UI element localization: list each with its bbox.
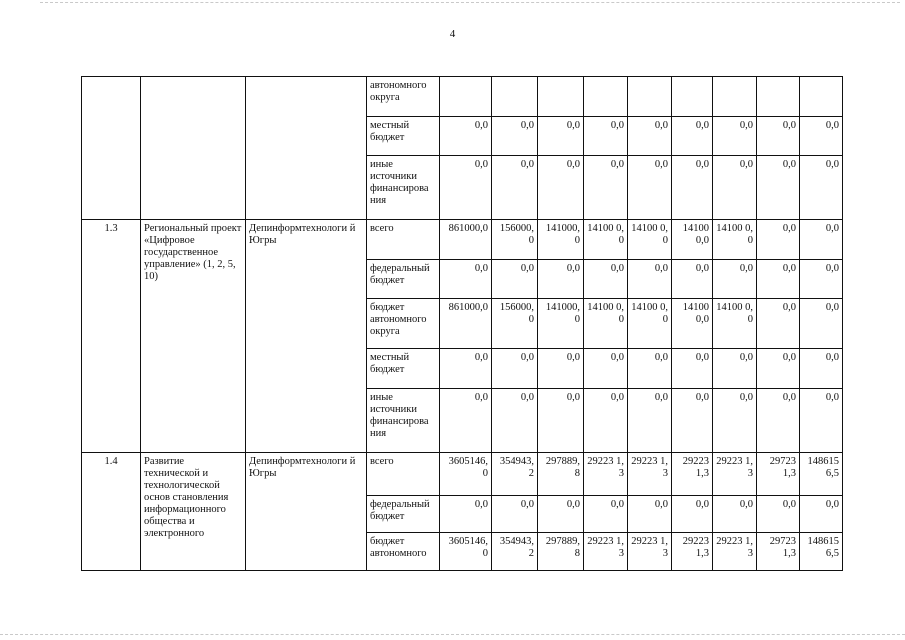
amount-value: 297889, 8: [545, 536, 580, 559]
amount-cell: [628, 389, 672, 453]
amount-value: 0,0: [782, 499, 796, 510]
amount-value: 148615 6,5: [807, 536, 839, 559]
amount-value: 0,0: [782, 223, 796, 234]
amount-value: 141000, 0: [545, 223, 580, 246]
amount-cell: [713, 453, 757, 496]
amount-value: 0,0: [474, 263, 488, 274]
amount-cell: [713, 260, 757, 299]
amount-cell: [713, 77, 757, 117]
amount-cell: [757, 299, 800, 349]
amount-cell: [584, 496, 628, 533]
amount-value: 14100 0,0: [682, 223, 709, 246]
amount-value: 0,0: [654, 159, 668, 170]
amount-value: 0,0: [739, 352, 753, 363]
amount-cell: [672, 299, 713, 349]
amount-cell: [440, 496, 492, 533]
amount-cell: [492, 389, 538, 453]
amount-value: 0,0: [654, 352, 668, 363]
table-row: [82, 220, 843, 260]
amount-value: 0,0: [739, 392, 753, 403]
amount-cell: [628, 77, 672, 117]
amount-cell: [800, 349, 843, 389]
amount-value: 3605146, 0: [448, 456, 488, 479]
amount-value: 29223 1,3: [631, 456, 668, 479]
amount-value: 0,0: [520, 263, 534, 274]
amount-value: 0,0: [610, 392, 624, 403]
amount-value: 0,0: [566, 120, 580, 131]
amount-cell: [713, 117, 757, 156]
amount-cell: [672, 117, 713, 156]
amount-value: 3605146, 0: [448, 536, 488, 559]
amount-value: 0,0: [825, 159, 839, 170]
amount-cell: [440, 533, 492, 571]
amount-cell: [440, 389, 492, 453]
amount-value: 29223 1,3: [716, 536, 753, 559]
table-row: [82, 77, 843, 117]
scan-edge-bottom: [0, 634, 905, 635]
amount-value: 0,0: [654, 499, 668, 510]
amount-value: 354943, 2: [499, 536, 534, 559]
amount-cell: [672, 220, 713, 260]
funding-source-label: местный бюджет: [367, 117, 440, 156]
amount-cell: [628, 156, 672, 220]
amount-value: 0,0: [654, 120, 668, 131]
amount-value: 0,0: [566, 392, 580, 403]
funding-source-label: бюджет автономного: [367, 533, 440, 571]
funding-source-label: местный бюджет: [367, 349, 440, 389]
amount-cell: [492, 496, 538, 533]
item-name: Региональный проект «Цифровое государственное управление» (1, 2, 5, 10): [141, 220, 246, 453]
funding-source-label: иные источники финансирова ния: [367, 156, 440, 220]
amount-value: 29223 1,3: [587, 456, 624, 479]
amount-value: 29723 1,3: [769, 536, 796, 559]
amount-value: 29223 1,3: [587, 536, 624, 559]
amount-cell: [628, 533, 672, 571]
amount-value: 354943, 2: [499, 456, 534, 479]
table-body: [82, 77, 843, 571]
amount-cell: [492, 156, 538, 220]
amount-cell: [492, 349, 538, 389]
amount-value: 0,0: [825, 302, 839, 313]
amount-cell: [672, 453, 713, 496]
amount-cell: [800, 533, 843, 571]
amount-cell: [584, 389, 628, 453]
amount-cell: [492, 117, 538, 156]
amount-value: 0,0: [782, 263, 796, 274]
funding-source-label: бюджет автономного округа: [367, 299, 440, 349]
amount-cell: [757, 220, 800, 260]
amount-value: 14100 0,0: [682, 302, 709, 325]
amount-cell: [440, 156, 492, 220]
amount-cell: [628, 496, 672, 533]
amount-cell: [538, 389, 584, 453]
amount-cell: [800, 389, 843, 453]
funding-source-label: всего: [367, 220, 440, 260]
amount-value: 0,0: [739, 263, 753, 274]
amount-cell: [672, 156, 713, 220]
funding-source-label: федеральный бюджет: [367, 496, 440, 533]
amount-cell: [757, 349, 800, 389]
amount-value: 0,0: [520, 499, 534, 510]
amount-value: 0,0: [695, 352, 709, 363]
amount-cell: [538, 299, 584, 349]
amount-cell: [800, 260, 843, 299]
amount-cell: [672, 77, 713, 117]
amount-cell: [672, 260, 713, 299]
amount-cell: [800, 156, 843, 220]
amount-value: 0,0: [825, 499, 839, 510]
amount-cell: [757, 260, 800, 299]
amount-value: 14100 0,0: [587, 302, 624, 325]
amount-cell: [713, 299, 757, 349]
amount-cell: [538, 533, 584, 571]
amount-value: 0,0: [520, 159, 534, 170]
budget-table: [81, 76, 843, 571]
amount-value: 0,0: [739, 499, 753, 510]
amount-cell: [584, 299, 628, 349]
amount-value: 0,0: [566, 263, 580, 274]
amount-cell: [538, 496, 584, 533]
item-index: [82, 77, 141, 220]
amount-cell: [492, 453, 538, 496]
amount-cell: [538, 77, 584, 117]
amount-value: 0,0: [520, 392, 534, 403]
amount-cell: [538, 453, 584, 496]
amount-value: 29723 1,3: [769, 456, 796, 479]
amount-cell: [538, 349, 584, 389]
amount-cell: [628, 349, 672, 389]
amount-cell: [628, 117, 672, 156]
amount-cell: [713, 349, 757, 389]
amount-cell: [757, 77, 800, 117]
amount-value: 0,0: [695, 499, 709, 510]
amount-cell: [713, 496, 757, 533]
amount-cell: [800, 496, 843, 533]
scan-edge-top: [40, 2, 900, 3]
amount-cell: [757, 533, 800, 571]
amount-value: 14100 0,0: [631, 302, 668, 325]
amount-value: 0,0: [610, 159, 624, 170]
funding-source-label: иные источники финансирова ния: [367, 389, 440, 453]
amount-value: 0,0: [695, 120, 709, 131]
amount-cell: [800, 453, 843, 496]
amount-cell: [440, 77, 492, 117]
amount-value: 0,0: [474, 392, 488, 403]
amount-value: 0,0: [825, 263, 839, 274]
amount-cell: [492, 77, 538, 117]
amount-cell: [713, 533, 757, 571]
amount-cell: [440, 260, 492, 299]
amount-value: 0,0: [654, 392, 668, 403]
amount-value: 0,0: [782, 392, 796, 403]
amount-cell: [584, 220, 628, 260]
amount-cell: [538, 260, 584, 299]
amount-value: 0,0: [474, 159, 488, 170]
amount-cell: [584, 260, 628, 299]
amount-value: 0,0: [610, 120, 624, 131]
amount-value: 0,0: [695, 392, 709, 403]
amount-cell: [492, 260, 538, 299]
funding-source-label: федеральный бюджет: [367, 260, 440, 299]
item-name: Развитие технической и технологической основ становления информационного общества и электронного: [141, 453, 246, 571]
amount-cell: [584, 117, 628, 156]
amount-value: 0,0: [610, 263, 624, 274]
item-name: [141, 77, 246, 220]
amount-cell: [713, 220, 757, 260]
amount-cell: [672, 533, 713, 571]
amount-cell: [672, 349, 713, 389]
amount-value: 0,0: [610, 352, 624, 363]
amount-value: 0,0: [566, 159, 580, 170]
amount-cell: [800, 117, 843, 156]
amount-cell: [538, 156, 584, 220]
amount-value: 0,0: [782, 352, 796, 363]
amount-cell: [800, 77, 843, 117]
amount-cell: [757, 453, 800, 496]
amount-value: 0,0: [782, 302, 796, 313]
amount-value: 0,0: [474, 499, 488, 510]
amount-value: 0,0: [566, 352, 580, 363]
amount-cell: [538, 220, 584, 260]
amount-value: 29223 1,3: [682, 536, 709, 559]
amount-value: 0,0: [474, 352, 488, 363]
amount-value: 0,0: [739, 120, 753, 131]
amount-value: 0,0: [825, 223, 839, 234]
item-index: 1.4: [82, 453, 141, 571]
amount-cell: [713, 156, 757, 220]
amount-value: 0,0: [566, 499, 580, 510]
amount-value: 0,0: [782, 159, 796, 170]
item-index: 1.3: [82, 220, 141, 453]
item-executor: [246, 77, 367, 220]
amount-value: 141000, 0: [545, 302, 580, 325]
amount-cell: [757, 389, 800, 453]
amount-value: 156000, 0: [499, 302, 534, 325]
amount-cell: [538, 117, 584, 156]
amount-value: 0,0: [520, 120, 534, 131]
amount-cell: [584, 453, 628, 496]
amount-cell: [584, 533, 628, 571]
amount-cell: [800, 299, 843, 349]
amount-cell: [672, 389, 713, 453]
amount-value: 0,0: [825, 352, 839, 363]
amount-cell: [584, 77, 628, 117]
amount-cell: [757, 156, 800, 220]
amount-cell: [672, 496, 713, 533]
amount-cell: [628, 220, 672, 260]
amount-value: 0,0: [474, 120, 488, 131]
amount-cell: [584, 156, 628, 220]
amount-cell: [492, 533, 538, 571]
amount-cell: [628, 260, 672, 299]
amount-value: 29223 1,3: [631, 536, 668, 559]
funding-source-label: автономного округа: [367, 77, 440, 117]
amount-cell: [440, 220, 492, 260]
amount-cell: [713, 389, 757, 453]
amount-value: 0,0: [782, 120, 796, 131]
amount-cell: [440, 349, 492, 389]
amount-value: 0,0: [520, 352, 534, 363]
amount-value: 0,0: [695, 263, 709, 274]
amount-value: 14100 0,0: [716, 302, 753, 325]
amount-value: 14100 0,0: [587, 223, 624, 246]
amount-value: 156000, 0: [499, 223, 534, 246]
amount-cell: [492, 299, 538, 349]
amount-value: 0,0: [825, 392, 839, 403]
amount-value: 0,0: [695, 159, 709, 170]
amount-cell: [628, 453, 672, 496]
amount-cell: [757, 117, 800, 156]
amount-cell: [440, 299, 492, 349]
amount-cell: [492, 220, 538, 260]
amount-cell: [800, 220, 843, 260]
amount-value: 0,0: [610, 499, 624, 510]
amount-cell: [584, 349, 628, 389]
amount-value: 29223 1,3: [716, 456, 753, 479]
amount-value: 0,0: [739, 159, 753, 170]
amount-value: 14100 0,0: [716, 223, 753, 246]
amount-cell: [440, 117, 492, 156]
amount-cell: [440, 453, 492, 496]
amount-cell: [628, 299, 672, 349]
amount-value: 861000,0: [448, 302, 488, 313]
amount-value: 0,0: [654, 263, 668, 274]
amount-value: 297889, 8: [545, 456, 580, 479]
amount-value: 14100 0,0: [631, 223, 668, 246]
amount-value: 29223 1,3: [682, 456, 709, 479]
item-executor: Депинформтехнологи й Югры: [246, 453, 367, 571]
table-row: [82, 453, 843, 496]
page-number: 4: [449, 28, 456, 40]
amount-cell: [757, 496, 800, 533]
amount-value: 148615 6,5: [807, 456, 839, 479]
item-executor: Депинформтехнологи й Югры: [246, 220, 367, 453]
funding-source-label: всего: [367, 453, 440, 496]
amount-value: 0,0: [825, 120, 839, 131]
amount-value: 861000,0: [448, 223, 488, 234]
